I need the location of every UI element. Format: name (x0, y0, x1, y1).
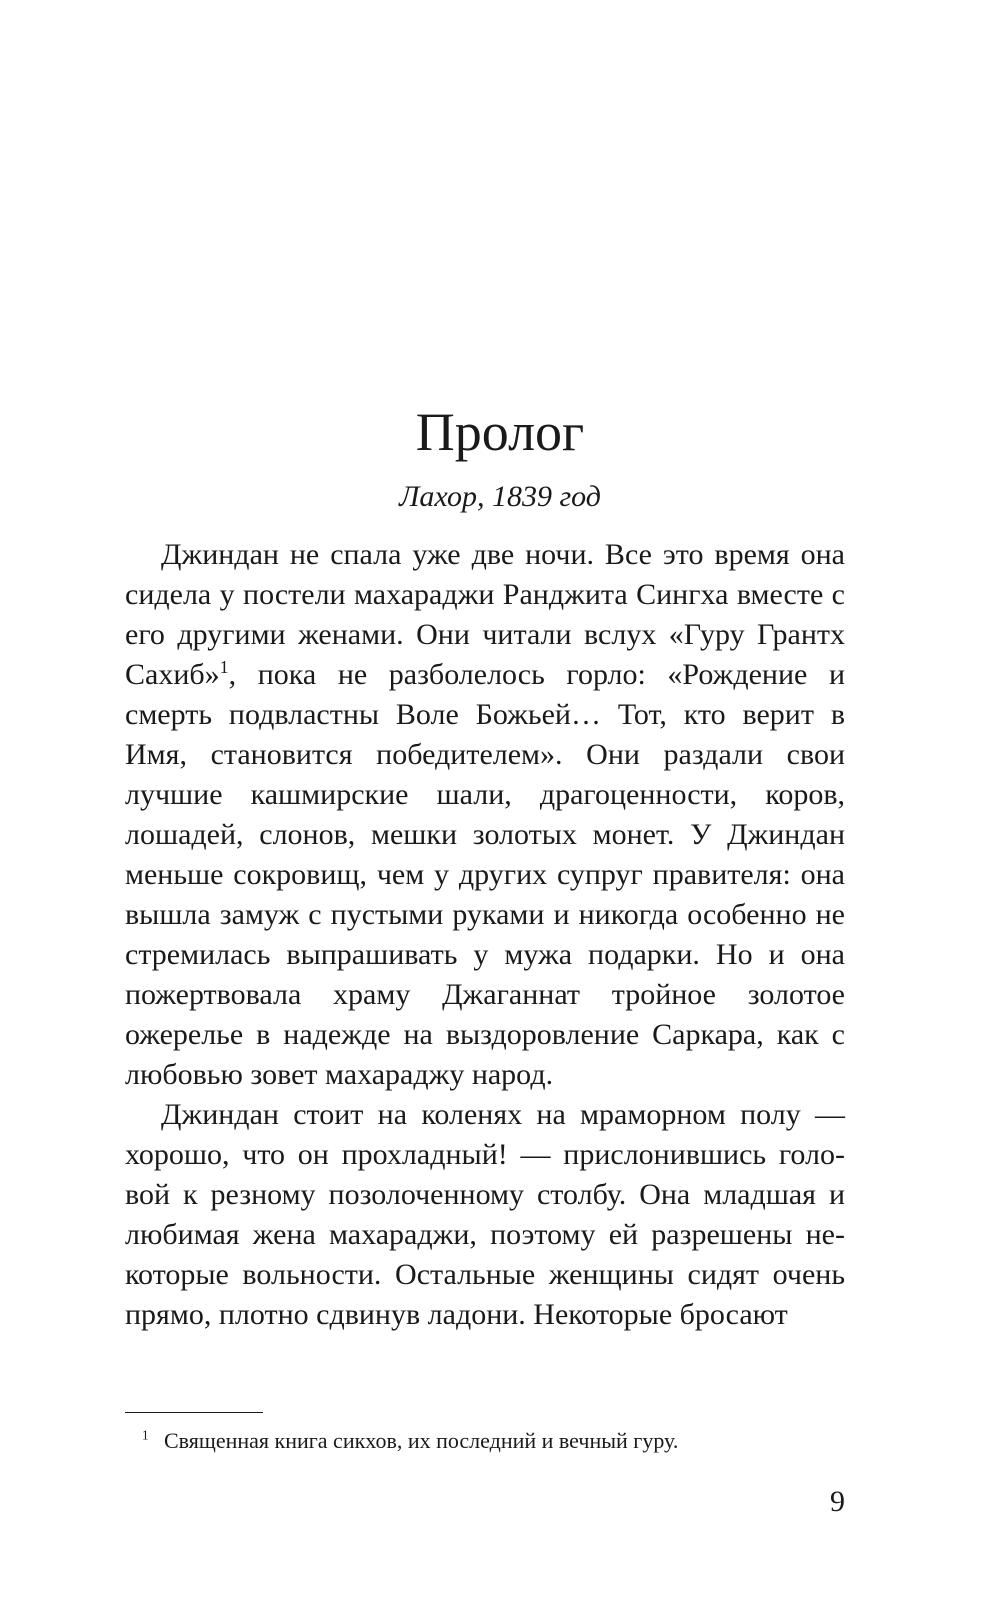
page-number: 9 (830, 1485, 845, 1518)
footnote-divider (125, 1412, 263, 1413)
footnote-marker: 1 (142, 1427, 149, 1443)
footnote-reference[interactable]: 1 (219, 657, 229, 677)
paragraph-1 (125, 535, 845, 1095)
paragraph-2: Джиндан стоит на коленях на мраморном полу — хорошо, что он прохладный! — прислонившись головой к резному позолоченному столбу. Она младшая и любимая жена махараджи, поэтому ей разрешены некоторые вольности. Остальные женщины сидят очень прямо, плотно сдвинув ладони. Некоторые бросают (125, 1098, 845, 1331)
footnote-text: Священная книга сикхов, их последний и вечный гуру. (164, 1428, 679, 1453)
chapter-subtitle: Лахор, 1839 год (399, 480, 601, 513)
body-text (125, 535, 845, 1335)
footnote (142, 1426, 845, 1456)
paragraph-1-part-1: Джиндан не спала уже две ночи. Все это время она сидела у постели махараджи Ранджита Сингха вместе с его другими женами. Они читали вслух «Гуру Грантх Сахиб» (125, 538, 845, 691)
paragraph-1-part-2: , пока не разболелось горло: «Рождение и смерть подвластны Воле Божьей… Тот, кто верит в Имя, становится победителем». Они раздали свои лучшие кашмирские шали, драгоценности, коров, лошадей, слонов, мешки золотых монет. У Джиндан меньше сокровищ, чем у других супруг правителя: она вышла замуж с пустыми руками и никогда особенно не стремилась выпрашивать у мужа подарки. Но и она пожертвовала храму Джаганнат тройное золотое ожерелье в надежде на выздоровление Саркара, как с любовью зовет махараджу народ. (125, 658, 845, 1091)
chapter-title: Пролог (415, 402, 585, 462)
